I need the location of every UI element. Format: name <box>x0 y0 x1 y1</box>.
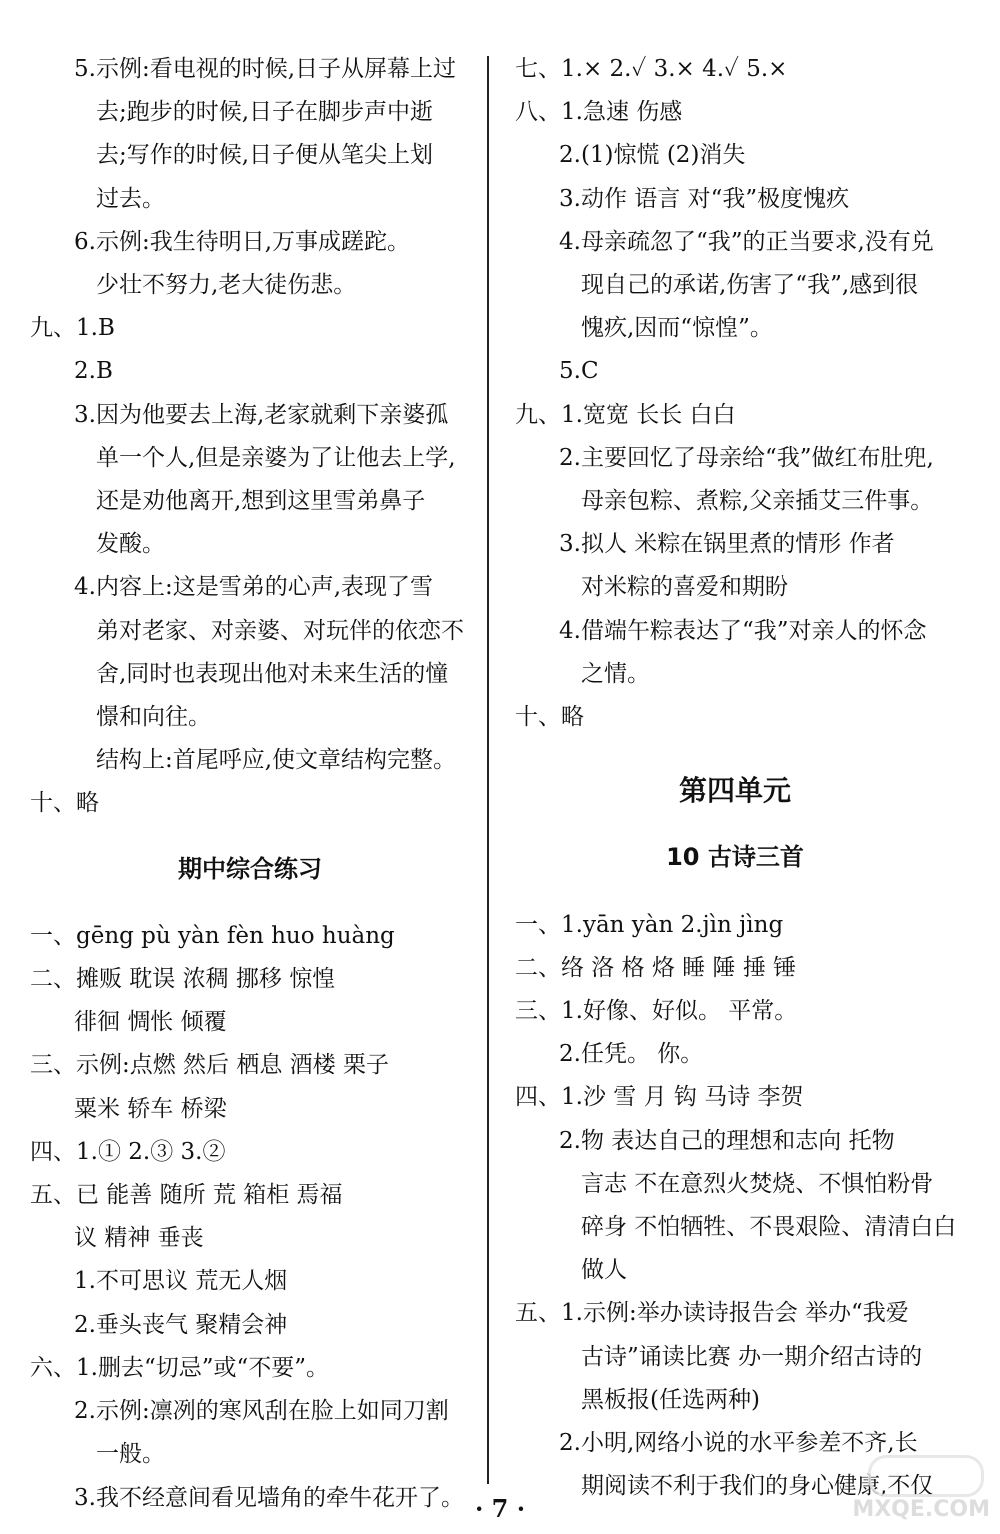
answer-line: 单一个人,但是亲婆为了让他去上学, <box>96 444 456 471</box>
answer-line: 2.示例:凛冽的寒风刮在脸上如同刀割 <box>74 1398 449 1425</box>
answer-line: 对米粽的喜爱和期盼 <box>581 574 788 601</box>
answer-line: 弟对老家、对亲婆、对玩伴的依恋不 <box>96 617 464 644</box>
answer-line: 黑板报(任选两种) <box>581 1386 760 1413</box>
section-heading-midterm: 期中综合练习 <box>178 854 322 883</box>
right-column <box>515 48 955 1509</box>
answer-line: 三、示例:点燃 然后 栖息 酒楼 栗子 <box>30 1052 389 1079</box>
answer-line: 二、络 洛 格 烙 睡 陲 捶 锤 <box>515 954 797 981</box>
answer-line: 2.小明,网络小说的水平参差不齐,长 <box>559 1430 918 1457</box>
watermark-text: MXQE.COM <box>852 1497 990 1522</box>
answer-line: 2.主要回忆了母亲给“我”做红布肚兜, <box>559 444 934 471</box>
answer-line: 七、1.× 2.✓ 3.× 4.✓ 5.× <box>515 56 788 82</box>
answer-line: 结构上:首尾呼应,使文章结构完整。 <box>96 747 457 774</box>
answer-line: 1.不可思议 荒无人烟 <box>74 1268 288 1295</box>
answer-line: 现自己的承诺,伤害了“我”,感到很 <box>581 272 919 299</box>
answer-line: 之情。 <box>581 660 650 687</box>
answer-line: 去;跑步的时候,日子在脚步声中逝 <box>96 99 434 126</box>
answer-line: 少壮不努力,老大徒伤悲。 <box>96 272 357 299</box>
lesson-heading: 10 古诗三首 <box>666 843 804 872</box>
answer-line: 发酸。 <box>96 531 165 558</box>
left-column <box>30 48 470 1520</box>
answer-line: 舍,同时也表现出他对未来生活的憧 <box>96 660 449 687</box>
answer-line: 3.我不经意间看见墙角的牵牛花开了。 <box>74 1484 464 1511</box>
answer-line: 一般。 <box>96 1441 165 1468</box>
answer-line: 八、1.急速 伤感 <box>515 99 683 126</box>
answer-line: 愧疚,因而“惊惶”。 <box>581 315 773 342</box>
answer-line: 去;写作的时候,日子便从笔尖上划 <box>96 142 434 169</box>
left-answers-midterm <box>30 915 470 1520</box>
answer-line: 六、1.删去“切忌”或“不要”。 <box>30 1354 329 1381</box>
answer-line: 言志 不在意烈火焚烧、不惧怕粉骨 <box>581 1170 934 1197</box>
answer-line: 三、1.好像、好似。 平常。 <box>515 998 798 1025</box>
page-number: · 7 · <box>474 1494 526 1523</box>
answer-line: 还是劝他离开,想到这里雪弟鼻子 <box>96 488 426 515</box>
answer-line: 3.动作 语言 对“我”极度愧疚 <box>559 185 850 212</box>
watermark-badge-icon <box>868 1455 984 1497</box>
answer-line: 4.母亲疏忽了“我”的正当要求,没有兑 <box>559 228 934 255</box>
answer-line: 五、1.示例:举办读诗报告会 举办“我爱 <box>515 1300 909 1327</box>
answer-line: 四、1.沙 雪 月 钩 马诗 李贺 <box>515 1084 804 1111</box>
unit-heading: 第四单元 <box>678 774 791 808</box>
answer-line: 6.示例:我生待明日,万事成蹉跎。 <box>74 228 411 255</box>
answer-line: 2.垂头丧气 聚精会神 <box>74 1311 288 1338</box>
answer-line: 2.物 表达自己的理想和志向 托物 <box>559 1127 895 1154</box>
answer-line: 5.示例:看电视的时候,日子从屏幕上过 <box>74 56 457 82</box>
left-answers-unit3 <box>30 48 470 826</box>
answer-line: 3.拟人 米粽在锅里煮的情形 作者 <box>559 531 895 558</box>
answer-line: 议 精神 垂丧 <box>74 1225 204 1252</box>
answer-line: 十、略 <box>30 790 99 817</box>
answer-line: 粟米 轿车 桥梁 <box>74 1095 227 1122</box>
answer-line: 5.C <box>559 358 599 385</box>
answer-line: 做人 <box>581 1257 627 1284</box>
answer-line: 母亲包粽、煮粽,父亲插艾三件事。 <box>581 488 934 515</box>
right-answers-unit3 <box>515 48 955 739</box>
column-divider <box>487 56 489 1484</box>
answer-line: 一、1.yān yàn 2.jìn jìng <box>515 911 784 938</box>
answer-line: 徘徊 惆怅 倾覆 <box>74 1009 227 1036</box>
answer-line: 2.(1)惊慌 (2)消失 <box>559 142 746 169</box>
answer-line: 过去。 <box>96 185 165 212</box>
answer-line: 一、gēng pù yàn fèn huo huàng <box>30 922 395 949</box>
answer-line: 五、已 能善 随所 荒 箱柜 焉福 <box>30 1182 343 1209</box>
answer-line: 十、略 <box>515 704 584 731</box>
answer-line: 碎身 不怕牺牲、不畏艰险、清清白白 <box>581 1214 957 1241</box>
answer-line: 3.因为他要去上海,老家就剩下亲婆孤 <box>74 401 449 428</box>
right-answers-lesson10 <box>515 904 955 1509</box>
answer-line: 古诗”诵读比赛 办一期介绍古诗的 <box>581 1343 923 1370</box>
answer-line: 九、1.宽宽 长长 白白 <box>515 401 736 428</box>
answer-line: 4.内容上:这是雪弟的心声,表现了雪 <box>74 574 434 601</box>
answer-line: 2.任凭。 你。 <box>559 1041 704 1068</box>
answer-line: 2.B <box>74 358 113 385</box>
answer-line: 憬和向往。 <box>96 704 211 731</box>
answer-line: 九、1.B <box>30 315 115 342</box>
answer-line: 四、1.① 2.③ 3.② <box>30 1138 226 1165</box>
answer-line: 期阅读不利于我们的身心健康,不仅 <box>581 1473 934 1500</box>
answer-line: 4.借端午粽表达了“我”对亲人的怀念 <box>559 617 927 644</box>
answer-line: 二、摊贩 耽误 浓稠 挪移 惊惶 <box>30 966 336 993</box>
watermark-logo <box>830 1455 990 1525</box>
